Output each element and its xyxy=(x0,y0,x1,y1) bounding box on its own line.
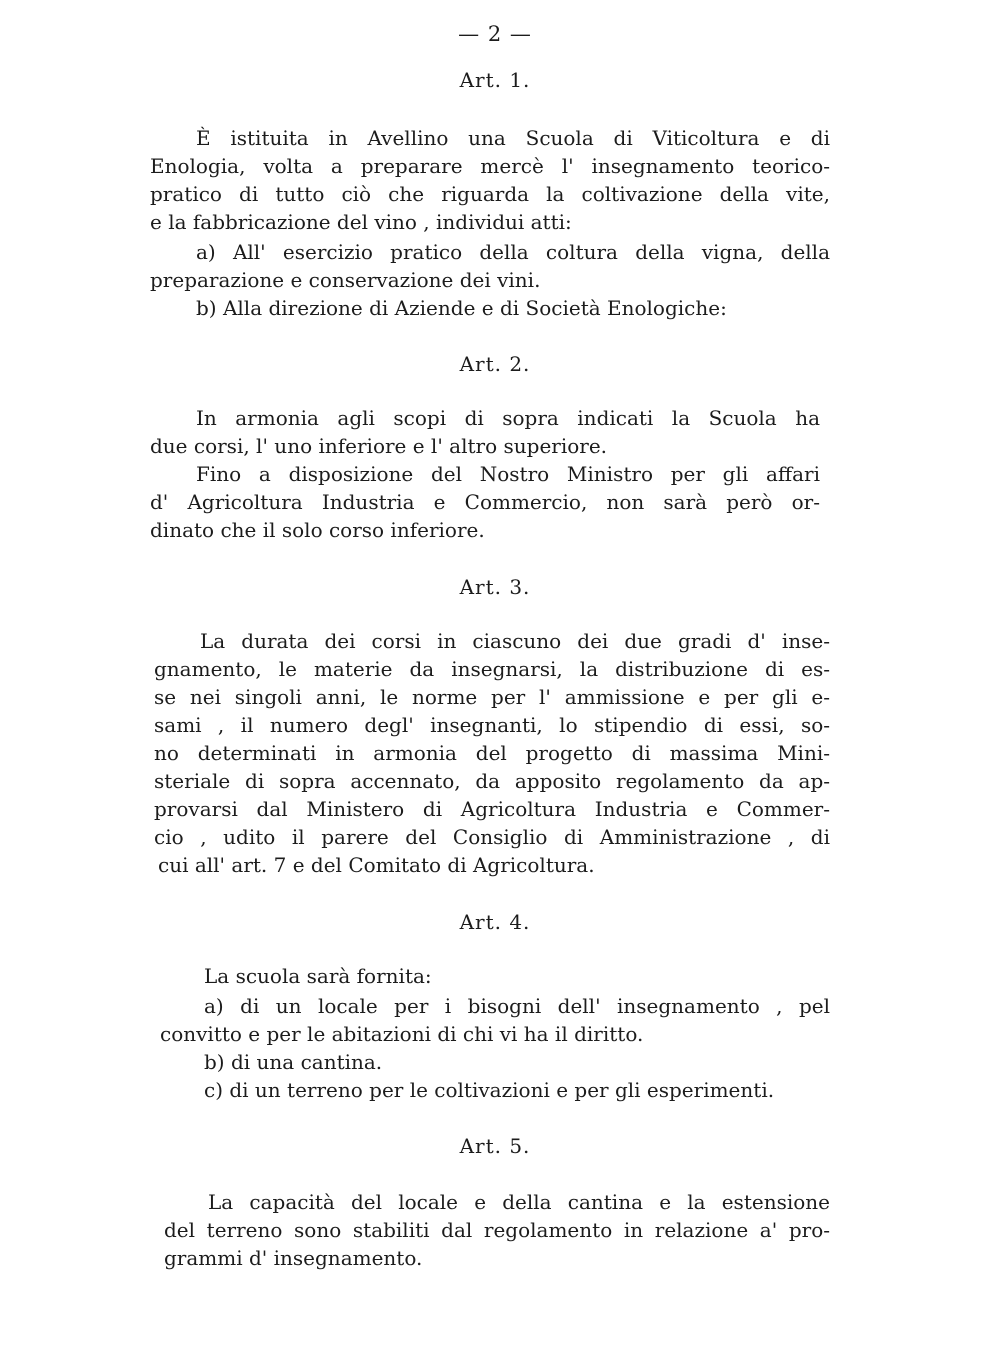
article-2-line-3: Fino a disposizione del Nostro Ministro per gli affari xyxy=(196,462,820,486)
article-3-line-5: no determinati in armonia del progetto di massima Mini- xyxy=(154,741,830,765)
article-3-line-1: La durata dei corsi in ciascuno dei due gradi d' inse- xyxy=(200,629,830,653)
article-3-line-7: provarsi dal Ministero di Agricoltura Industria e Commer- xyxy=(154,797,830,821)
article-2-line-4: d' Agricoltura Industria e Commercio, non sarà però or- xyxy=(150,490,820,514)
article-4-line-4: b) di una cantina. xyxy=(204,1050,383,1074)
article-3-line-3: se nei singoli anni, le norme per l' ammissione e per gli e- xyxy=(154,685,830,709)
article-5-line-3: grammi d' insegnamento. xyxy=(164,1246,423,1270)
article-4-line-1: La scuola sarà fornita: xyxy=(204,964,432,988)
article-3-line-4: sami , il numero degl' insegnanti, lo stipendio di essi, so- xyxy=(154,713,830,737)
article-4-line-3: convitto e per le abitazioni di chi vi ha il diritto. xyxy=(160,1022,644,1046)
article-5-line-2: del terreno sono stabiliti dal regolamento in relazione a' pro- xyxy=(164,1218,830,1242)
page-number: — 2 — xyxy=(458,22,532,46)
article-4-line-5: c) di un terreno per le coltivazioni e per gli esperimenti. xyxy=(204,1078,775,1102)
article-1-line-7: b) Alla direzione di Aziende e di Società Enologiche: xyxy=(196,296,727,320)
article-heading-1: Art. 1. xyxy=(459,68,531,92)
article-3-line-2: gnamento, le materie da insegnarsi, la distribuzione di es- xyxy=(154,657,830,681)
article-1-line-3: pratico di tutto ciò che riguarda la coltivazione della vite, xyxy=(150,182,830,206)
article-1-line-2: Enologia, volta a preparare mercè l' insegnamento teorico- xyxy=(150,154,830,178)
article-heading-3: Art. 3. xyxy=(459,575,531,599)
article-3-line-6: steriale di sopra accennato, da apposito regolamento da ap- xyxy=(154,769,830,793)
article-heading-2: Art. 2. xyxy=(459,352,531,376)
article-5-line-1: La capacità del locale e della cantina e la estensione xyxy=(208,1190,830,1214)
article-1-line-5: a) All' esercizio pratico della coltura della vigna, della xyxy=(196,240,830,264)
article-2-line-5: dinato che il solo corso inferiore. xyxy=(150,518,485,542)
article-2-line-2: due corsi, l' uno inferiore e l' altro superiore. xyxy=(150,434,608,458)
article-4-line-2: a) di un locale per i bisogni dell' insegnamento , pel xyxy=(204,994,830,1018)
article-3-line-9: cui all' art. 7 e del Comitato di Agricoltura. xyxy=(158,853,595,877)
article-heading-5: Art. 5. xyxy=(459,1134,531,1158)
article-1-line-6: preparazione e conservazione dei vini. xyxy=(150,268,541,292)
article-1-line-4: e la fabbricazione del vino , individui atti: xyxy=(150,210,572,234)
article-heading-4: Art. 4. xyxy=(459,910,531,934)
article-3-line-8: cio , udito il parere del Consiglio di Amministrazione , di xyxy=(154,825,830,849)
article-1-line-1: È istituita in Avellino una Scuola di Viticoltura e di xyxy=(196,126,830,150)
article-2-line-1: In armonia agli scopi di sopra indicati la Scuola ha xyxy=(196,406,820,430)
